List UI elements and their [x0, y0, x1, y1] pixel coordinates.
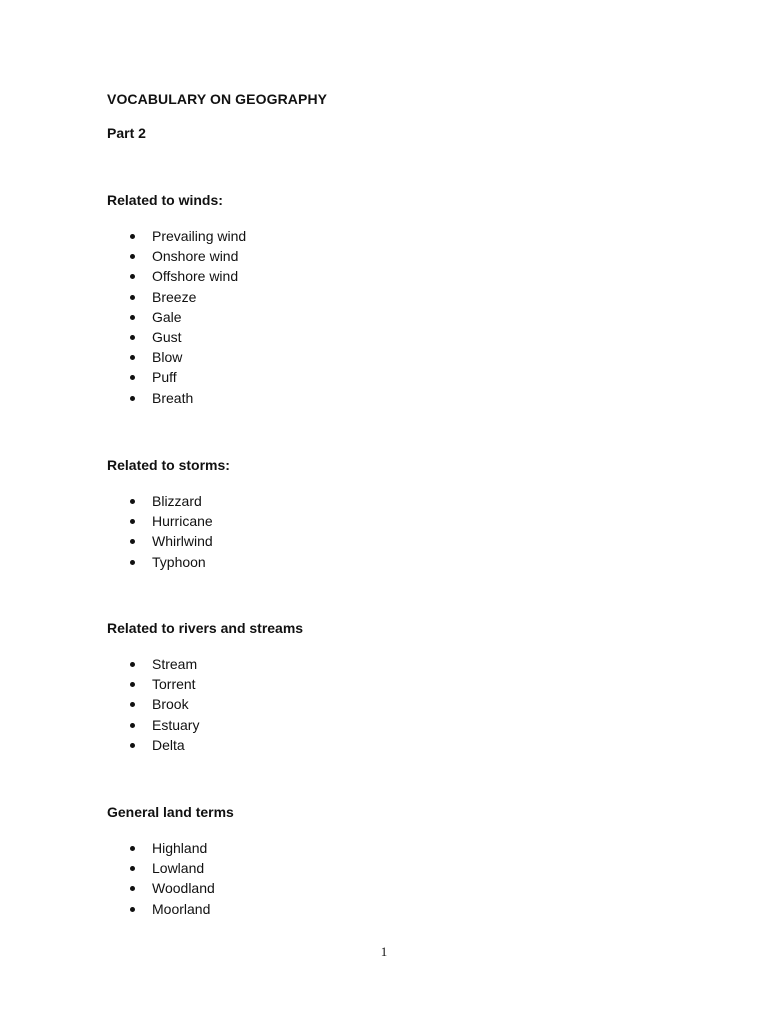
- list-item: [107, 899, 234, 919]
- list-item: [107, 674, 303, 694]
- bullet-icon: [130, 315, 135, 320]
- bullet-icon: [130, 375, 135, 380]
- term-text: Gale: [152, 308, 182, 325]
- bullet-icon: [130, 396, 135, 401]
- bullet-icon: [130, 662, 135, 667]
- term-text: Blow: [152, 349, 183, 366]
- term-text: Typhoon: [152, 553, 206, 570]
- term-text: Prevailing wind: [152, 228, 247, 244]
- term-text: Lowland: [152, 860, 205, 877]
- list-item: [107, 552, 230, 572]
- list-item: [107, 735, 303, 755]
- list-item: [107, 715, 303, 735]
- list-item: [107, 367, 246, 387]
- bullet-icon: [130, 846, 135, 851]
- term-text: Onshore wind: [152, 248, 239, 265]
- section-heading: General land terms: [107, 804, 234, 820]
- list-item: [107, 878, 234, 898]
- term-text: Gust: [152, 328, 182, 345]
- bullet-icon: [130, 519, 135, 524]
- bullet-icon: [130, 702, 135, 707]
- list-item: [107, 347, 246, 367]
- bullet-icon: [130, 274, 135, 279]
- term-text: Estuary: [152, 716, 200, 733]
- document-part-label: Part 2: [107, 125, 146, 141]
- section-winds: [107, 191, 246, 408]
- bullet-icon: [130, 743, 135, 748]
- term-text: Delta: [152, 736, 185, 753]
- bullet-icon: [130, 295, 135, 300]
- bullet-icon: [130, 335, 135, 340]
- bullet-icon: [130, 682, 135, 687]
- bullet-icon: [130, 234, 135, 239]
- page-number: 1: [380, 944, 388, 959]
- term-text: Breath: [152, 389, 194, 406]
- list-item: [107, 838, 234, 858]
- term-text: Moorland: [152, 900, 211, 917]
- section-general-land-terms: [107, 803, 234, 919]
- list-item: [107, 246, 246, 266]
- term-text: Offshore wind: [152, 268, 239, 285]
- section-heading: Related to winds:: [107, 192, 223, 208]
- list-item: [107, 511, 230, 531]
- bullet-icon: [130, 723, 135, 728]
- bullet-icon: [130, 355, 135, 360]
- list-item: [107, 327, 246, 347]
- term-text: Brook: [152, 696, 189, 713]
- term-list: [107, 491, 230, 572]
- bullet-icon: [130, 539, 135, 544]
- list-item: [107, 531, 230, 551]
- section-heading: Related to rivers and streams: [107, 620, 304, 636]
- term-list: [107, 654, 303, 755]
- term-text: Hurricane: [152, 513, 213, 530]
- term-text: Torrent: [152, 676, 196, 693]
- list-item: [107, 491, 230, 511]
- term-text: Highland: [152, 840, 208, 856]
- term-text: Stream: [152, 656, 198, 672]
- section-heading: Related to storms:: [107, 457, 230, 473]
- list-item: [107, 654, 303, 674]
- section-rivers-streams: [107, 619, 303, 755]
- bullet-icon: [130, 560, 135, 565]
- bullet-icon: [130, 886, 135, 891]
- list-item: [107, 307, 246, 327]
- term-text: Whirlwind: [152, 533, 213, 550]
- section-storms: [107, 456, 230, 572]
- list-item: [107, 287, 246, 307]
- list-item: [107, 266, 246, 286]
- list-item: [107, 694, 303, 714]
- list-item: [107, 858, 234, 878]
- bullet-icon: [130, 907, 135, 912]
- list-item: [107, 388, 246, 408]
- list-item: [107, 226, 246, 246]
- term-list: [107, 838, 234, 919]
- term-text: Blizzard: [152, 493, 202, 509]
- term-list: [107, 226, 246, 408]
- bullet-icon: [130, 254, 135, 259]
- term-text: Woodland: [152, 880, 215, 897]
- bullet-icon: [130, 499, 135, 504]
- term-text: Puff: [152, 369, 177, 386]
- document-title: VOCABULARY ON GEOGRAPHY: [107, 91, 328, 107]
- bullet-icon: [130, 866, 135, 871]
- term-text: Breeze: [152, 288, 197, 305]
